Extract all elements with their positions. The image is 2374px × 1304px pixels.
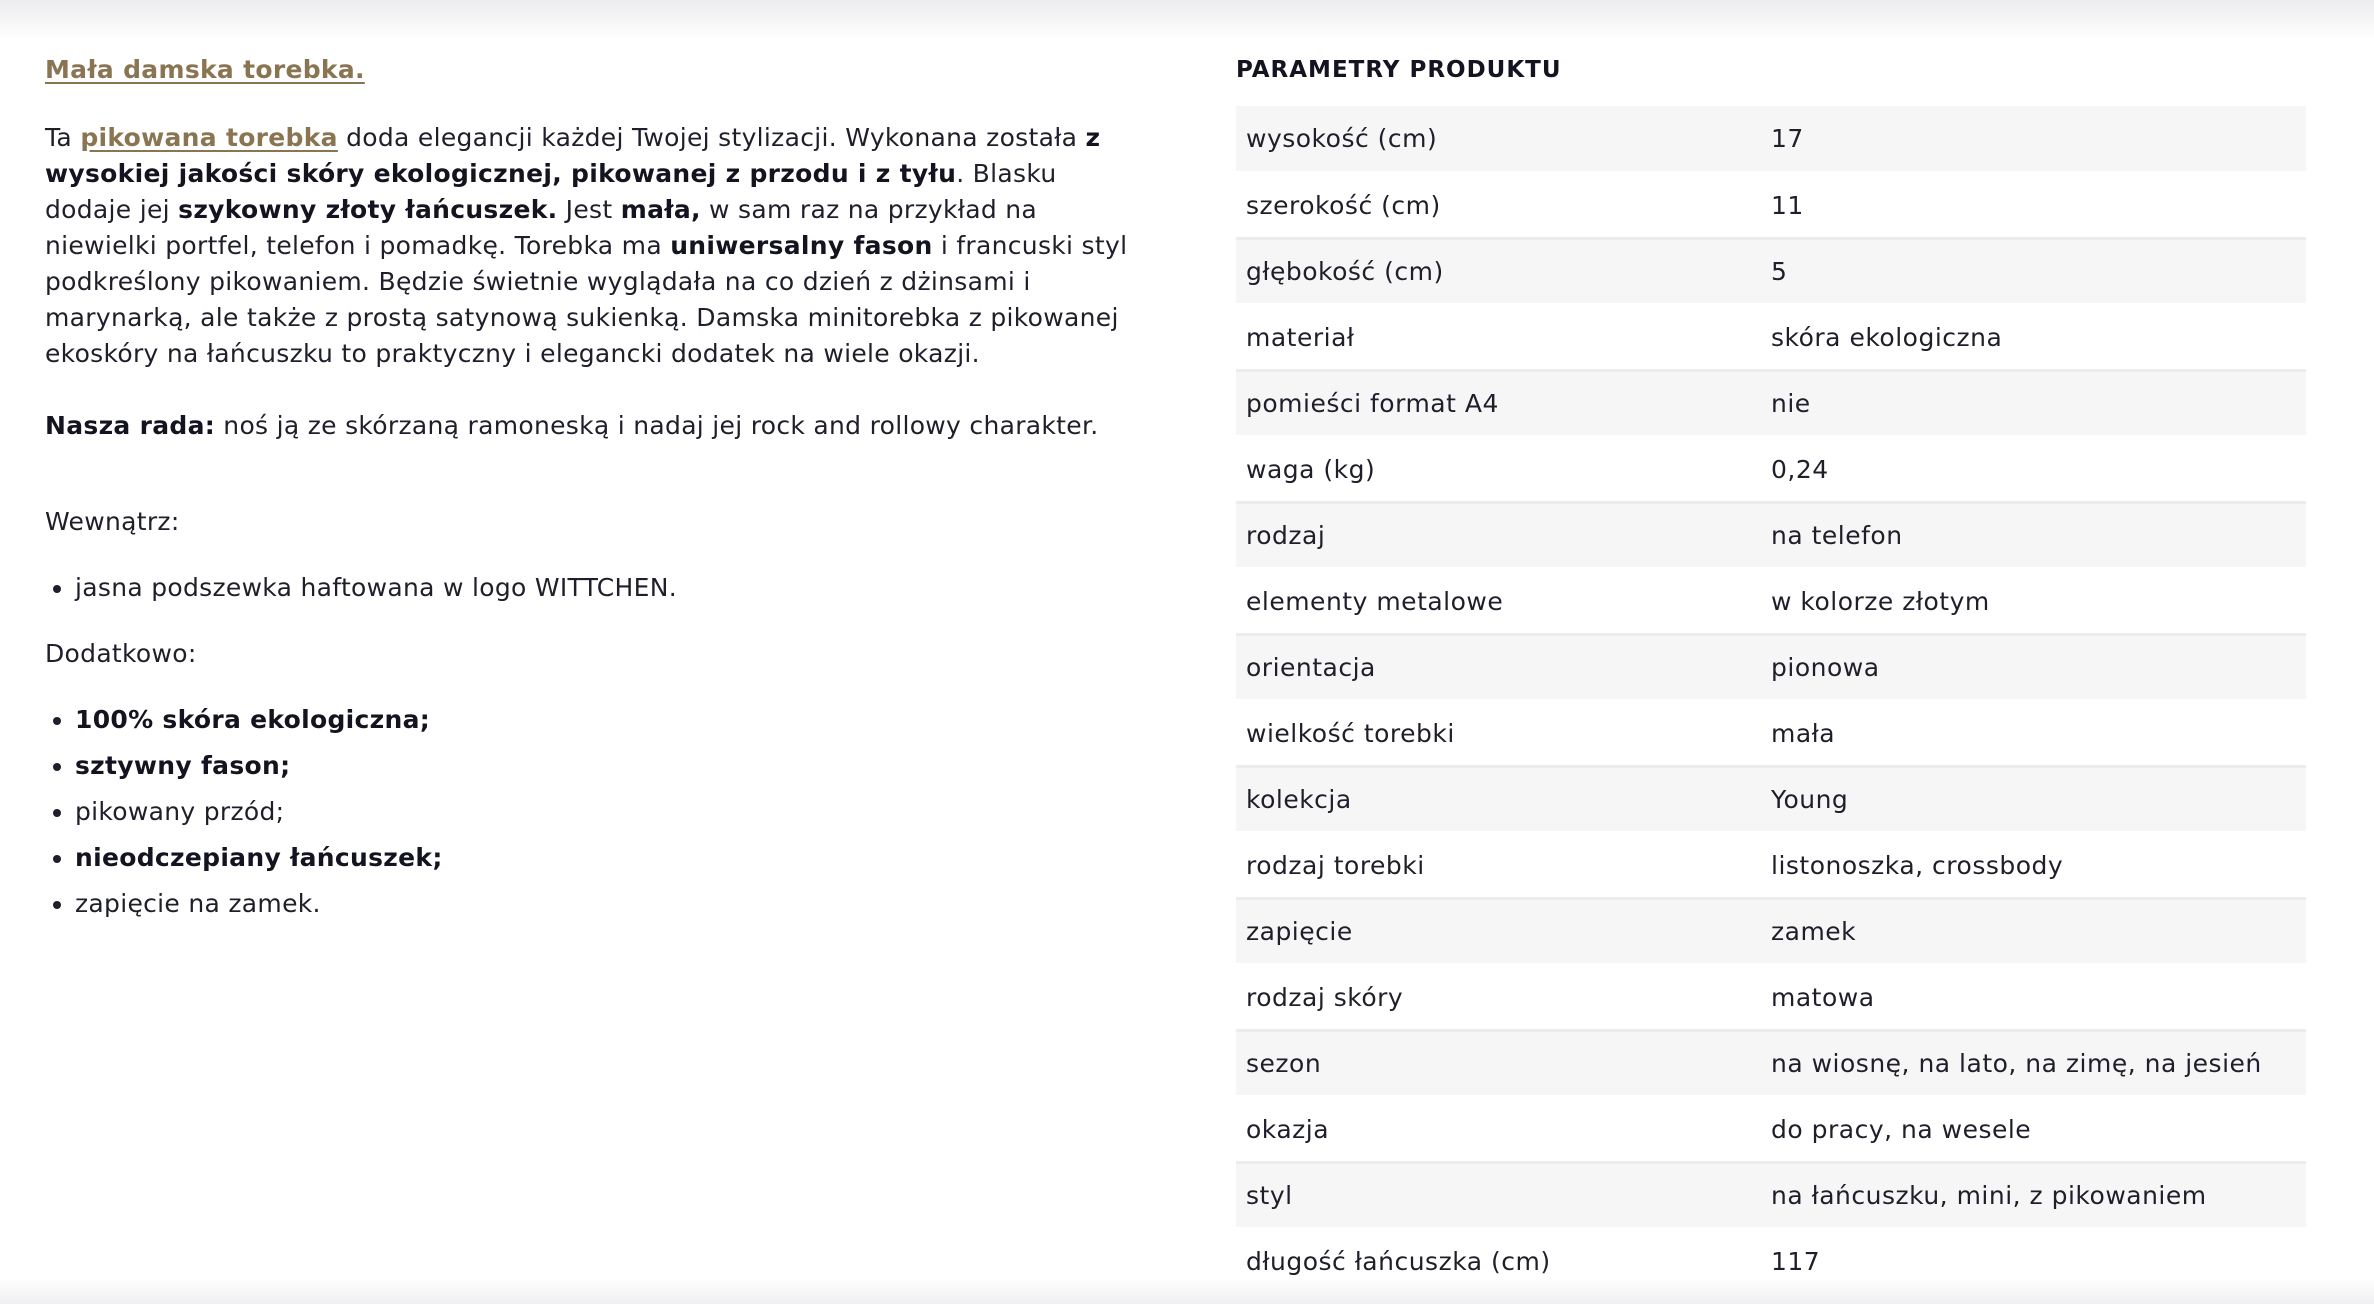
- list-item-text: zapięcie na zamek.: [75, 889, 321, 918]
- desc-text: i francuski styl podkreślony pikowaniem. Będzie świetnie wyglądała na co dzień z dżinsami i marynarką, ale także z prostą satynową sukienką. Damska minitorebka z pikowanej ekoskóry na łańcuszku to praktyczny i elegancki dodatek na wiele okazji.: [45, 231, 1128, 368]
- table-row: [1236, 634, 2306, 700]
- advice-paragraph: [45, 408, 1135, 444]
- params-table: [1236, 106, 2306, 1296]
- param-key: kolekcja: [1236, 766, 1761, 832]
- desc-bold: z wysokiej jakości skóry ekologicznej, pikowanej z przodu i z tyłu: [45, 123, 1101, 188]
- desc-bold: mała,: [620, 195, 701, 224]
- desc-bold: szykowny złoty łańcuszek.: [178, 195, 558, 224]
- param-key: rodzaj torebki: [1236, 832, 1761, 898]
- inside-list: [45, 570, 1135, 606]
- param-value: na wiosnę, na lato, na zimę, na jesień: [1761, 1030, 2306, 1096]
- param-key: waga (kg): [1236, 436, 1761, 502]
- param-value: nie: [1761, 370, 2306, 436]
- param-value: w kolorze złotym: [1761, 568, 2306, 634]
- param-key: elementy metalowe: [1236, 568, 1761, 634]
- extra-list: [45, 702, 1135, 922]
- list-item-text: pikowany przód;: [75, 797, 285, 826]
- param-value: matowa: [1761, 964, 2306, 1030]
- param-key: głębokość (cm): [1236, 238, 1761, 304]
- param-key: wielkość torebki: [1236, 700, 1761, 766]
- list-item: [75, 748, 1135, 784]
- param-value: 5: [1761, 238, 2306, 304]
- desc-text: . Blasku dodaje jej: [45, 159, 1057, 224]
- param-value: mała: [1761, 700, 2306, 766]
- heading-link[interactable]: Mała damska torebka.: [45, 55, 365, 84]
- table-row: [1236, 700, 2306, 766]
- table-row: [1236, 502, 2306, 568]
- list-item: [75, 702, 1135, 738]
- params-title: PARAMETRY PRODUKTU: [1236, 57, 1562, 83]
- param-key: wysokość (cm): [1236, 106, 1761, 172]
- param-key: sezon: [1236, 1030, 1761, 1096]
- desc-text: Jest: [557, 195, 621, 224]
- list-item: [75, 794, 1135, 830]
- description-heading: [45, 52, 1135, 88]
- param-value: listonoszka, crossbody: [1761, 832, 2306, 898]
- product-description: [45, 52, 1135, 932]
- list-item-bold: nieodczepiany łańcuszek;: [75, 843, 443, 872]
- param-key: pomieści format A4: [1236, 370, 1761, 436]
- param-value: skóra ekologiczna: [1761, 304, 2306, 370]
- param-key: szerokość (cm): [1236, 172, 1761, 238]
- table-row: [1236, 1096, 2306, 1162]
- param-value: Young: [1761, 766, 2306, 832]
- param-key: rodzaj: [1236, 502, 1761, 568]
- table-row: [1236, 304, 2306, 370]
- param-key: styl: [1236, 1162, 1761, 1228]
- param-key: orientacja: [1236, 634, 1761, 700]
- list-item: [75, 886, 1135, 922]
- param-key: rodzaj skóry: [1236, 964, 1761, 1030]
- list-item-bold: sztywny fason;: [75, 751, 291, 780]
- table-row: [1236, 568, 2306, 634]
- list-item: • jasna podszewka haftowana w logo WITTCHEN.: [75, 570, 1135, 606]
- param-value: pionowa: [1761, 634, 2306, 700]
- param-key: długość łańcuszka (cm): [1236, 1228, 1761, 1294]
- extra-label: Dodatkowo:: [45, 639, 197, 668]
- inside-label: Wewnątrz:: [45, 507, 180, 536]
- param-value: 0,24: [1761, 436, 2306, 502]
- list-item: [75, 840, 1135, 876]
- table-row: [1236, 1030, 2306, 1096]
- table-row: [1236, 1162, 2306, 1228]
- table-row: [1236, 766, 2306, 832]
- list-item-bold: 100% skóra ekologiczna;: [75, 705, 431, 734]
- advice-label: Nasza rada:: [45, 411, 216, 440]
- bottom-shade: [0, 1278, 2374, 1304]
- top-shade: [0, 0, 2374, 40]
- param-value: na telefon: [1761, 502, 2306, 568]
- quilted-bag-link[interactable]: pikowana torebka: [80, 123, 338, 152]
- table-row: [1236, 436, 2306, 502]
- param-key: materiał: [1236, 304, 1761, 370]
- param-value: 117: [1761, 1228, 2306, 1294]
- desc-bold: uniwersalny fason: [670, 231, 933, 260]
- param-value: do pracy, na wesele: [1761, 1096, 2306, 1162]
- desc-text: w sam raz na przykład na niewielki portfel, telefon i pomadkę. Torebka ma: [45, 195, 1038, 260]
- table-row: [1236, 106, 2306, 172]
- param-value: na łańcuszku, mini, z pikowaniem: [1761, 1162, 2306, 1228]
- param-value: zamek: [1761, 898, 2306, 964]
- description-paragraph: [45, 120, 1135, 372]
- desc-text: doda elegancji każdej Twojej stylizacji. Wykonana została: [337, 123, 1086, 152]
- table-row: [1236, 238, 2306, 304]
- param-key: okazja: [1236, 1096, 1761, 1162]
- param-value: 17: [1761, 106, 2306, 172]
- param-key: zapięcie: [1236, 898, 1761, 964]
- table-row: [1236, 898, 2306, 964]
- table-row: [1236, 832, 2306, 898]
- desc-text: Ta: [45, 123, 81, 152]
- param-value: 11: [1761, 172, 2306, 238]
- table-row: [1236, 964, 2306, 1030]
- table-row: [1236, 370, 2306, 436]
- advice-text: noś ją ze skórzaną ramoneską i nadaj jej rock and rollowy charakter.: [215, 411, 1099, 440]
- table-row: [1236, 172, 2306, 238]
